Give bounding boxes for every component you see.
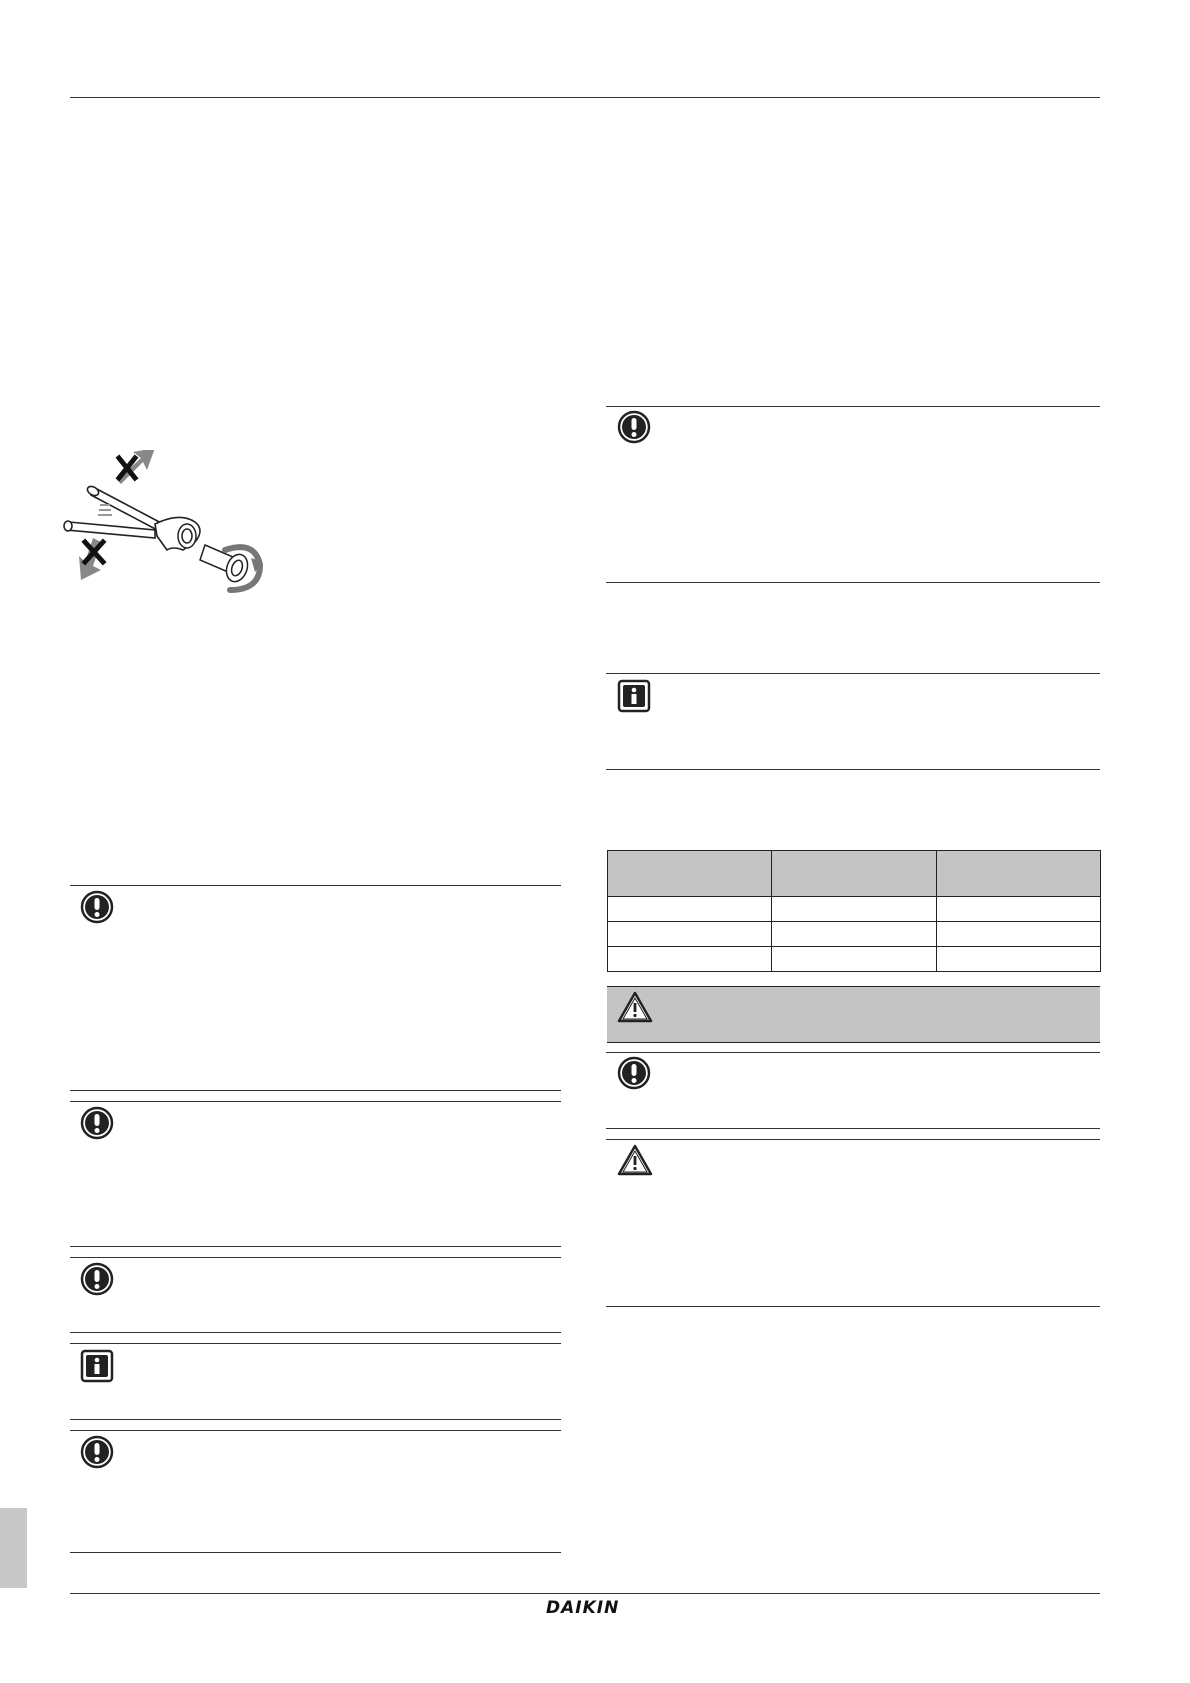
data-table [607,850,1101,972]
notice-top-rule [70,1257,561,1258]
exclamation-circle-icon [80,1106,114,1140]
info-box-icon [617,679,651,713]
footer-rule [70,1593,1100,1594]
exclamation-circle-icon [80,890,114,924]
notice-top-rule [70,1101,561,1102]
upper-forbidden-arrow [117,450,155,484]
table-header-cell [772,851,937,897]
daikin-logo: DAIKIN [546,1598,620,1618]
notice-bottom-rule [606,582,1100,583]
notice-bottom-rule [70,1332,561,1333]
flare-nut [178,524,196,548]
notice-top-rule [606,673,1100,674]
chapter-side-tab [0,1508,27,1588]
notice-top-rule [606,406,1100,407]
table-header-row [608,851,1101,897]
exclamation-circle-icon [617,1056,651,1090]
table-row [608,922,1101,947]
motion-hatches [98,505,112,515]
notice-bottom-rule [606,1306,1100,1307]
notice-top-rule [606,1139,1100,1140]
notice-bottom-rule [70,1246,561,1247]
table-row [608,947,1101,972]
table-header-cell [608,851,772,897]
table-cell [608,897,772,922]
notice-top-rule [70,1430,561,1431]
notice-top-rule [606,1052,1100,1053]
warning-triangle-icon [617,991,653,1023]
notice-bottom-rule [70,1552,561,1553]
table-cell [772,897,937,922]
info-box-icon [80,1349,114,1383]
table-cell [608,947,772,972]
header-rule [70,97,1100,98]
lower-forbidden-arrow [79,538,103,580]
table-cell [937,947,1101,972]
notice-bottom-rule [606,769,1100,770]
exclamation-circle-icon [80,1435,114,1469]
exclamation-circle-icon [80,1262,114,1296]
notice-top-rule [70,1343,561,1344]
table-cell [772,922,937,947]
notice-bottom-rule [70,1419,561,1420]
table-cell [937,897,1101,922]
table-cell [608,922,772,947]
warning-banner [607,986,1100,1043]
warning-triangle-icon [617,1144,653,1176]
table-header-cell [937,851,1101,897]
table-cell [937,922,1101,947]
table-row [608,897,1101,922]
wrench-flare-nut-illustration [55,450,285,600]
notice-bottom-rule [606,1128,1100,1129]
exclamation-circle-icon [617,410,651,444]
wrench-lower-handle [64,521,155,538]
notice-bottom-rule [70,1090,561,1091]
notice-top-rule [70,885,561,886]
table-cell [772,947,937,972]
